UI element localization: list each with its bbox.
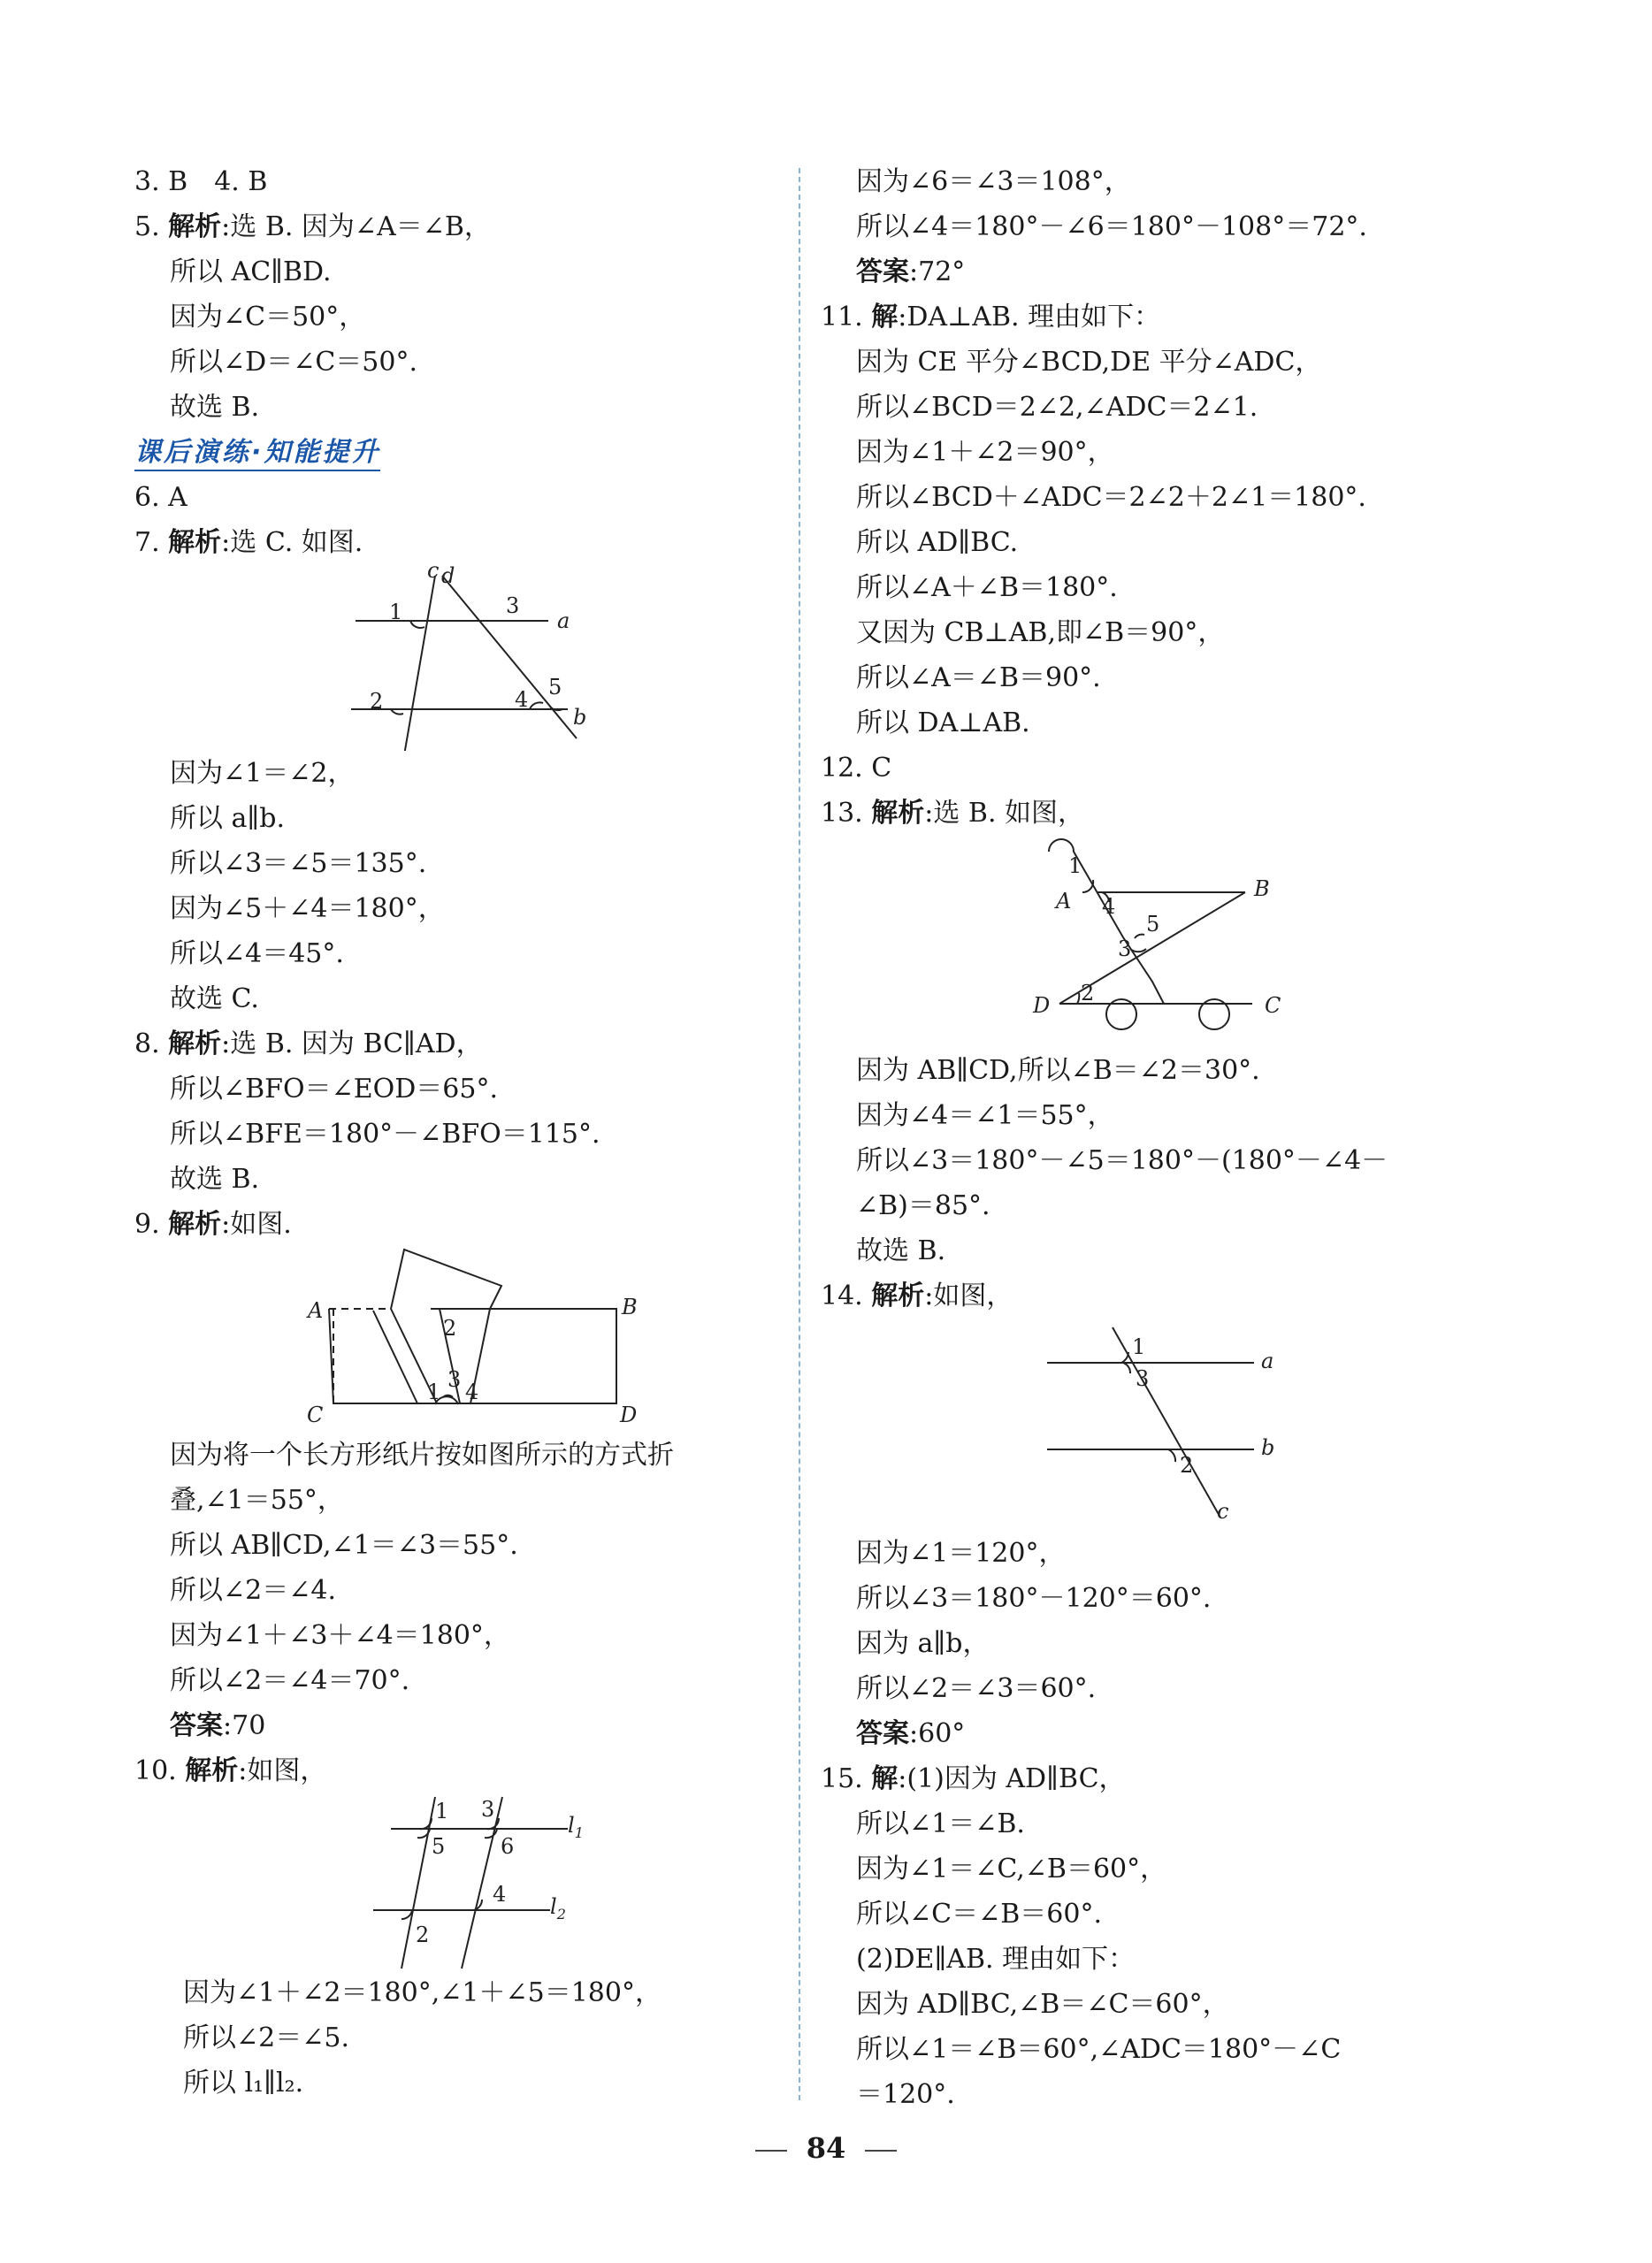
q10-cont-line: 所以∠4＝180°－∠6＝180°－108°＝72°.: [856, 211, 1367, 242]
angle-2-label: 2: [1180, 1453, 1194, 1478]
angle-1-label: 1: [435, 1799, 449, 1823]
angle-6-label: 6: [501, 1834, 515, 1859]
q5-line: 所以 AC∥BD.: [170, 256, 332, 287]
answer-3-4: 3. B 4. B: [134, 166, 268, 197]
angle-4-label: 4: [493, 1882, 507, 1907]
angle-2-label: 2: [370, 689, 384, 714]
angle-3-label: 3: [1136, 1366, 1150, 1391]
q14-line: 所以∠2＝∠3＝60°.: [856, 1673, 1097, 1704]
label-B: B: [622, 1295, 638, 1319]
q10-line: 所以 l₁∥l₂.: [183, 2068, 304, 2099]
label-jiexi: 解析: [168, 211, 222, 242]
q7-line: 所以∠4＝45°.: [170, 938, 344, 969]
figure-q13-svg: [821, 836, 1475, 1048]
q11-line: 所以 DA⊥AB.: [856, 707, 1030, 738]
q7-line: 所以∠3＝∠5＝135°.: [170, 848, 427, 879]
q14-line: 14. 解析:如图，: [821, 1281, 1013, 1311]
q9-line: 因为∠1＋∠3＋∠4＝180°，: [170, 1620, 510, 1651]
label-l2: $l_2$: [550, 1894, 566, 1923]
q15-line: 所以∠1＝∠B.: [856, 1808, 1025, 1839]
q15-line: 因为∠1＝∠C,∠B＝60°，: [856, 1854, 1167, 1885]
label-jiexi: 解析: [168, 1209, 222, 1240]
q7-line: 因为∠5＋∠4＝180°，: [170, 893, 445, 924]
label-D: D: [1033, 993, 1051, 1018]
q5-line: 故选 B.: [170, 392, 260, 423]
figure-q7: [134, 565, 789, 751]
angle-1-label: 1: [389, 600, 403, 624]
figure-q10-svg: [134, 1793, 789, 1970]
label-C: C: [1265, 993, 1281, 1018]
q11-line: 所以∠A＋∠B＝180°.: [856, 572, 1118, 603]
q5-line: 所以∠D＝∠C＝50°.: [170, 347, 417, 378]
label-A: A: [1056, 889, 1072, 914]
label-jie: 解: [871, 302, 899, 333]
figure-q14: [821, 1319, 1475, 1531]
q10-line: 所以∠2＝∠5.: [183, 2022, 349, 2053]
label-jiexi: 解析: [185, 1755, 239, 1786]
q15-line: 所以∠C＝∠B＝60°.: [856, 1899, 1102, 1930]
label-c: c: [427, 565, 440, 583]
q7-line: 所以 a∥b.: [170, 803, 286, 834]
figure-q9: [134, 1247, 789, 1433]
q8-line: 所以∠BFO＝∠EOD＝65°.: [170, 1074, 498, 1105]
q13-line: 因为∠4＝∠1＝55°，: [856, 1100, 1114, 1131]
q13-line: 因为 AB∥CD,所以∠B＝∠2＝30°.: [856, 1055, 1260, 1086]
q14-line: 因为 a∥b，: [856, 1628, 990, 1659]
q15-line: (2)DE∥AB. 理由如下：: [856, 1944, 1136, 1975]
q15-line: ＝120°.: [856, 2079, 955, 2110]
figure-q14-svg: [821, 1319, 1475, 1531]
q11-line: 所以∠A＝∠B＝90°.: [856, 662, 1101, 693]
q11-line: 所以∠BCD＋∠ADC＝2∠2＋2∠1＝180°.: [856, 482, 1366, 513]
label-jiexi: 解析: [871, 798, 925, 829]
angle-3-label: 3: [481, 1797, 495, 1822]
figure-q7-svg: [134, 565, 789, 751]
angle-1-label: 1: [427, 1380, 441, 1404]
right-column: [821, 159, 1475, 2117]
angle-5-label: 5: [548, 675, 562, 700]
q10-cont-line: 因为∠6＝∠3＝108°，: [856, 166, 1131, 197]
q10-line: 因为∠1＋∠2＝180°,∠1＋∠5＝180°，: [183, 1977, 662, 2008]
angle-2-label: 2: [443, 1316, 457, 1341]
angle-3-label: 3: [1118, 937, 1132, 961]
q9-answer: 答案:70: [170, 1710, 266, 1741]
angle-5-label: 5: [1146, 912, 1160, 937]
q10-answer: 答案:72°: [856, 256, 966, 287]
label-D: D: [620, 1403, 638, 1427]
q15-line: 15. 解:(1)因为 AD∥BC，: [821, 1763, 1126, 1794]
label-C: C: [307, 1403, 324, 1427]
label-daan: 答案: [856, 256, 909, 287]
q8-line: 所以∠BFE＝180°－∠BFO＝115°.: [170, 1119, 600, 1150]
q11-line: 因为∠1＋∠2＝90°，: [856, 437, 1114, 468]
q7-line: 因为∠1＝∠2，: [170, 758, 355, 789]
q11-line: 因为 CE 平分∠BCD,DE 平分∠ADC，: [856, 347, 1322, 378]
q8-line: 8. 解析:选 B. 因为 BC∥AD，: [134, 1028, 483, 1059]
label-a: a: [1261, 1349, 1274, 1373]
q13-line: 所以∠3＝180°－∠5＝180°－(180°－∠4－: [856, 1145, 1388, 1176]
q11-line: 所以∠BCD＝2∠2,∠ADC＝2∠1.: [856, 392, 1258, 423]
figure-q10: [134, 1793, 789, 1970]
angle-3-label: 3: [447, 1367, 462, 1392]
label-b: b: [573, 705, 587, 730]
q11-line: 又因为 CB⊥AB,即∠B＝90°，: [856, 617, 1225, 648]
angle-2-label: 2: [416, 1923, 430, 1947]
q7-line: 7. 解析:选 C. 如图.: [134, 527, 363, 558]
q13-line: 故选 B.: [856, 1235, 946, 1266]
angle-5-label: 5: [432, 1834, 446, 1859]
answer-6: 6. A: [134, 482, 187, 513]
q14-line: 所以∠3＝180°－120°＝60°.: [856, 1583, 1212, 1614]
label-daan: 答案: [170, 1710, 223, 1741]
angle-1-label: 1: [1132, 1334, 1146, 1359]
q15-line: 所以∠1＝∠B＝60°,∠ADC＝180°－∠C: [856, 2034, 1342, 2065]
angle-4-label: 4: [515, 687, 529, 712]
label-jiexi: 解析: [168, 1028, 222, 1059]
label-jiexi: 解析: [871, 1281, 925, 1311]
q10-line: 10. 解析:如图，: [134, 1755, 327, 1786]
q5-line: 5. 解析:选 B. 因为∠A＝∠B，: [134, 211, 491, 242]
label-jiexi: 解析: [168, 527, 222, 558]
q9-line: 所以∠2＝∠4.: [170, 1575, 336, 1606]
q5-line: 因为∠C＝50°，: [170, 302, 366, 333]
q7-line: 故选 C.: [170, 983, 259, 1014]
q9-line: 9. 解析:如图.: [134, 1209, 292, 1240]
angle-4-label: 4: [465, 1380, 479, 1404]
left-column: [134, 159, 789, 2106]
label-a: a: [557, 608, 570, 633]
label-c: c: [1217, 1499, 1229, 1524]
angle-3-label: 3: [506, 593, 520, 618]
q11-line: 11. 解:DA⊥AB. 理由如下：: [821, 302, 1161, 333]
figure-q13: [821, 836, 1475, 1048]
label-B: B: [1254, 876, 1270, 901]
label-jie: 解: [871, 1763, 899, 1794]
label-b: b: [1261, 1435, 1275, 1460]
q14-answer: 答案:60°: [856, 1718, 966, 1749]
q13-line: ∠B)＝85°.: [856, 1190, 990, 1221]
q9-line: 因为将一个长方形纸片按如图所示的方式折: [170, 1440, 674, 1471]
label-d: d: [441, 565, 455, 588]
page-number: 84: [0, 2131, 1652, 2165]
q8-line: 故选 B.: [170, 1164, 260, 1195]
q11-line: 所以 AD∥BC.: [856, 527, 1019, 558]
q15-line: 因为 AD∥BC,∠B＝∠C＝60°，: [856, 1989, 1229, 2020]
label-A: A: [308, 1298, 324, 1323]
label-daan: 答案: [856, 1718, 909, 1749]
angle-4-label: 4: [1102, 894, 1116, 919]
q9-line: 叠,∠1＝55°，: [170, 1485, 344, 1516]
answer-12: 12. C: [821, 753, 892, 784]
q14-line: 因为∠1＝120°，: [856, 1538, 1066, 1569]
label-l1: $l_1$: [568, 1813, 584, 1841]
column-divider: [799, 168, 800, 2100]
q13-line: 13. 解析:选 B. 如图，: [821, 798, 1085, 829]
angle-2-label: 2: [1081, 981, 1095, 1005]
figure-q9-svg: [134, 1247, 789, 1433]
angle-1-label: 1: [1068, 853, 1082, 878]
q9-line: 所以 AB∥CD,∠1＝∠3＝55°.: [170, 1530, 518, 1561]
q9-line: 所以∠2＝∠4＝70°.: [170, 1665, 410, 1696]
section-heading: 课后演练·知能提升: [134, 430, 789, 475]
